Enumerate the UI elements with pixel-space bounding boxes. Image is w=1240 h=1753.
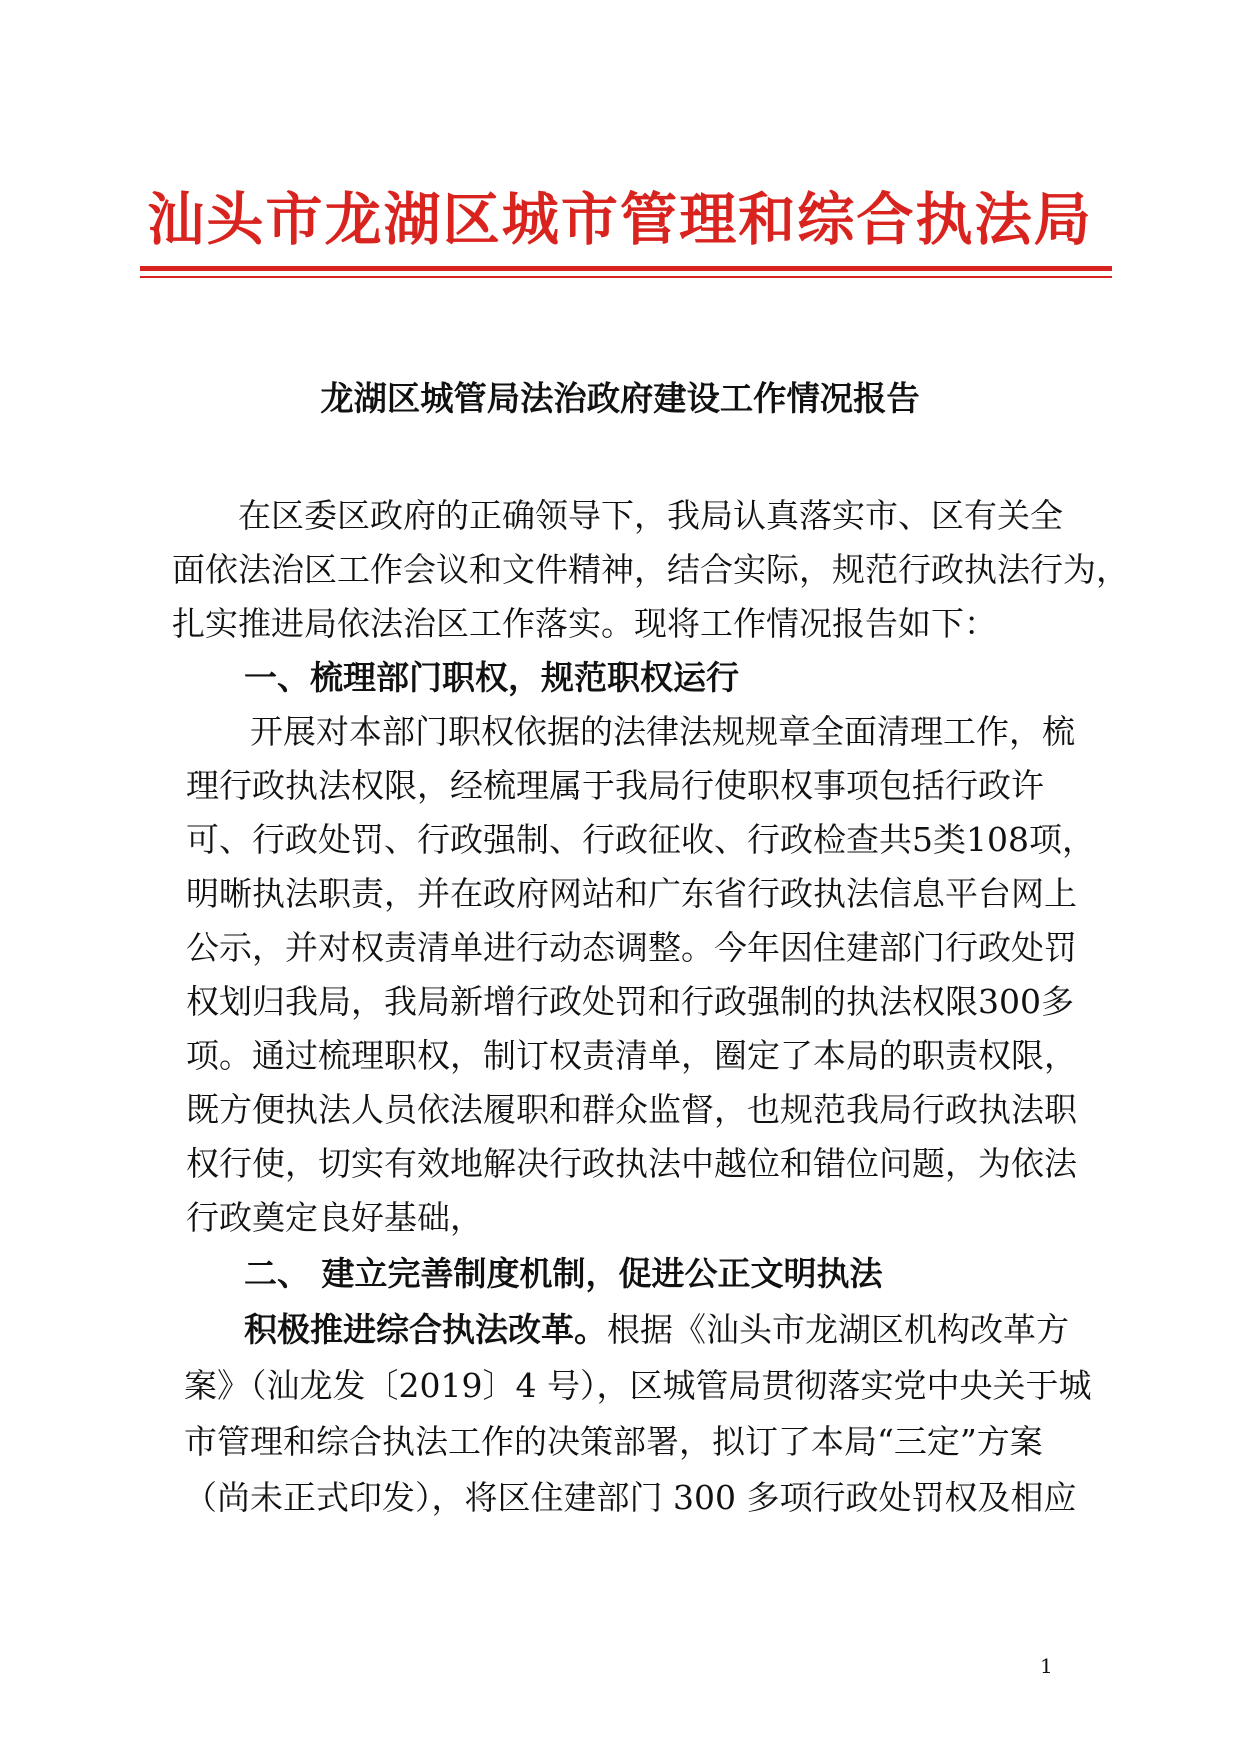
document-title: 龙湖区城管局法治政府建设工作情况报告 — [320, 379, 920, 418]
intro-line-2: 面依法治区工作会议和文件精神，结合实际，规范行政执法行为， — [172, 550, 1129, 589]
masthead-rule-thick — [140, 266, 1112, 271]
section-2-lead-rest: 根据《汕头市龙湖区机构改革方 — [607, 1310, 1069, 1349]
section-1-line: 公示，并对权责清单进行动态调整。今年因住建部门行政处罚 — [186, 928, 1077, 967]
section-1-line: 权划归我局，我局新增行政处罚和行政强制的执法权限300多 — [186, 982, 1074, 1021]
section-1-heading: 一、梳理部门职权，规范职权运行 — [244, 658, 739, 697]
section-1-line: 可、行政处罚、行政强制、行政征收、行政检查共5类108项， — [186, 820, 1095, 859]
section-2-lead-line — [244, 1306, 1069, 1354]
section-1-line: 开展对本部门职权依据的法律法规规章全面清理工作，梳 — [250, 712, 1075, 751]
section-2-line: 市管理和综合执法工作的决策部署，拟订了本局“三定”方案 — [184, 1422, 1043, 1461]
section-1-line: 明晰执法职责，并在政府网站和广东省行政执法信息平台网上 — [186, 874, 1077, 913]
page-number: 1 — [1040, 1654, 1053, 1678]
section-1-line: 行政奠定良好基础， — [186, 1198, 483, 1237]
intro-line-3: 扎实推进局依法治区工作落实。现将工作情况报告如下： — [172, 604, 997, 643]
section-2-line: （尚未正式印发），将区住建部门 300 多项行政处罚权及相应 — [184, 1478, 1077, 1517]
section-1-line: 项。通过梳理职权，制订权责清单，圈定了本局的职责权限， — [186, 1036, 1077, 1075]
section-1-line: 理行政执法权限，经梳理属于我局行使职权事项包括行政许 — [186, 766, 1044, 805]
masthead-rule-thin — [140, 276, 1112, 278]
section-2-lead-bold: 积极推进综合执法改革。 — [244, 1310, 607, 1349]
section-1-line: 权行使，切实有效地解决行政执法中越位和错位问题，为依法 — [186, 1144, 1077, 1183]
section-1-line: 既方便执法人员依法履职和群众监督，也规范我局行政执法职 — [186, 1090, 1077, 1129]
masthead-title: 汕头市龙湖区城市管理和综合执法局 — [147, 186, 1093, 253]
section-2-line: 案》（汕龙发〔2019〕4 号），区城管局贯彻落实党中央关于城 — [184, 1366, 1092, 1405]
section-2-heading: 二、 建立完善制度机制，促进公正文明执法 — [244, 1254, 883, 1293]
intro-line-1: 在区委区政府的正确领导下，我局认真落实市、区有关全 — [238, 496, 1063, 535]
